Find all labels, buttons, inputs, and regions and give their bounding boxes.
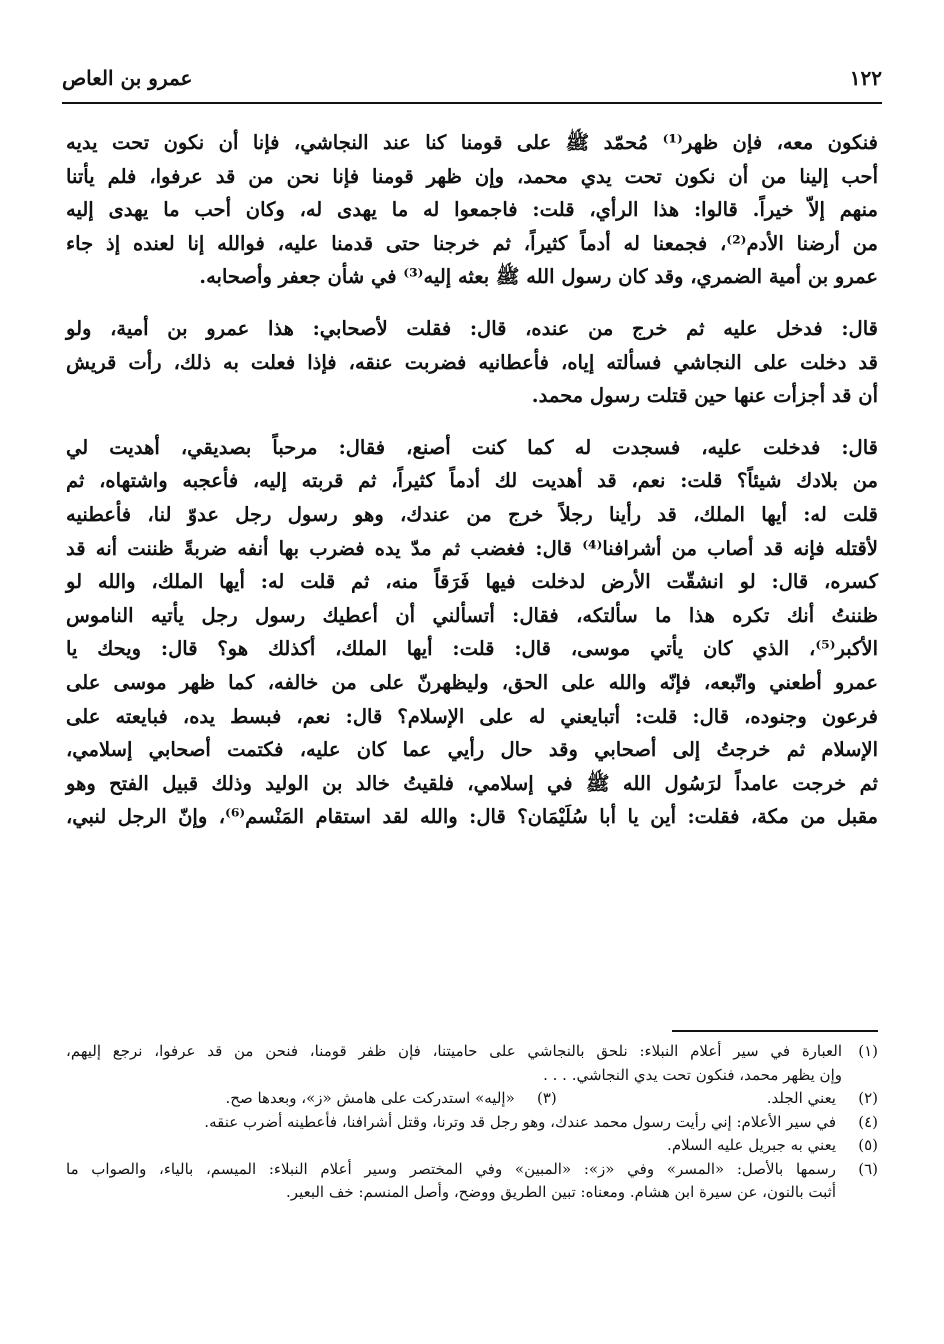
text-line: منهم إلاّ خيراً. قالوا: هذا الرأي، قلت: فاجمعوا له ما يهدى له، وكان أحب ما يهدى إليه xyxy=(66,198,878,222)
footnote-line: وإن يظهر محمد، فنكون تحت يدي النجاشي. . . . xyxy=(543,1065,842,1084)
text-line: فرعون وجنوده، قال: قلت: أتبايعني له على الإسلام؟ قال: نعم، فبسط يده، فبايعته على xyxy=(66,704,878,728)
footnote-line: رسمها بالأصل: «المسر» وفي «ز»: «المبين» وفي المختصر وسير أعلام النبلاء: الميسم، بالياء، والصواب ما xyxy=(66,1159,836,1178)
paragraph xyxy=(66,431,878,834)
header-rule xyxy=(62,102,882,104)
text-line: فنكون معه، فإن ظهر⁽¹⁾ مُحمّد ﷺ على قومنا كنا عند النجاشي، فإنا أن نكون تحت يديه xyxy=(66,131,879,154)
text-line: قال: فدخل عليه ثم خرج من عنده، قال: فقلت لأصحابي: هذا عمرو بن أمية، ولو xyxy=(66,316,878,340)
text-line: من أرضنا الأدم⁽²⁾، فجمعنا له أدماً كثيراً، ثم خرجنا حتى قدمنا عليه، فوالله إنا لعنده إذ جاء xyxy=(66,231,878,255)
footnote-5 xyxy=(66,1134,878,1158)
paragraph xyxy=(66,126,878,294)
text-line: من بلادك شيئاً؟ قلت: نعم، قد أهديت لك أدماً كثيراً، ثم قربته إليه، فأعجبه واشتهاه، ثم xyxy=(66,469,878,493)
footnote-text: في سير الأعلام: إني رأيت رسول محمد عندك، وهو رجل قد وترنا، وقتل أشرافنا، فأعطينه أضرب عنقه. xyxy=(204,1112,836,1131)
main-text xyxy=(66,126,878,852)
text-line: أحب إلينا من أن نكون تحت يدي محمد، وإن ظهر قومنا فإنا نحن من قد عرفوا، فلم يأتنا xyxy=(66,164,878,188)
text-line: قد دخلت على النجاشي فسألته إياه، فأعطانيه فضربت عنقه، فإذا فعلت به ذلك، رأت قريش xyxy=(66,350,878,374)
running-title: عمرو بن العاص xyxy=(62,66,193,90)
text-line: ظننتُ أنك تكره هذا ما سألتكه، فقال: أتسألني أن أعطيك رسول رجل يأتيه الناموس xyxy=(66,603,878,627)
text-line: كسره، قال: لو انشقّت الأرض لدخلت فيها فَرَقاً منه، ثم قلت له: أيها الملك، والله لو xyxy=(66,570,878,594)
text-line: عمرو بن أمية الضمري، وقد كان رسول الله ﷺ بعثه إليه⁽³⁾ في شأن جعفر وأصحابه. xyxy=(199,265,878,289)
footnotes xyxy=(66,1040,878,1205)
text-line: مقبل من مكة، فقلت: أين يا أبا سُلَيْمَان؟ قال: والله لقد استقام المَنْسم⁽⁶⁾، وإنّ الرجل لنبي، xyxy=(66,805,878,829)
page-header xyxy=(62,58,882,98)
footnote-number: (٢) xyxy=(858,1089,878,1107)
footnote-2 xyxy=(767,1087,878,1111)
paragraph xyxy=(66,312,878,413)
footnote-text: يعني به جبريل عليه السلام. xyxy=(667,1136,836,1154)
footnote-6 xyxy=(66,1158,878,1205)
footnote-line: أثبت بالنون، عن سيرة ابن هشام. ومعناه: تبين الطريق ووضح، وأصل المنسم: خف البعير. xyxy=(286,1183,836,1201)
footnote-number: (٦) xyxy=(858,1159,878,1178)
footnote-text: يعني الجلد. xyxy=(766,1089,836,1107)
text-line: أن قد أجزأت عنها حين قتلت رسول محمد. xyxy=(531,384,878,408)
footnote-1 xyxy=(66,1040,878,1087)
text-line: الإسلام ثم خرجتُ إلى أصحابي وقد حال رأيي عما كان عليه، فكتمت أصحابي إسلامي، xyxy=(66,738,878,762)
footnote-number: (٣) xyxy=(536,1089,557,1107)
page-number: ١٢٢ xyxy=(849,66,882,90)
text-line: ثم خرجت عامداً لرَسُول الله ﷺ في إسلامي، فلقيتُ خالد بن الوليد وذلك قبيل الفتح وهو xyxy=(66,771,878,795)
footnote-text xyxy=(66,1158,842,1205)
text-line: الأكبر⁽⁵⁾، الذي كان يأتي موسى، قال: قلت: أيها الملك، أكذلك هو؟ قال: ويحك يا xyxy=(66,637,878,661)
text-line: قال: فدخلت عليه، فسجدت له كما كنت أصنع، فقال: مرحباً بصديقي، أهديت لي xyxy=(66,435,878,459)
footnote-number: (٥) xyxy=(858,1136,878,1154)
footnote-line: العبارة في سير أعلام النبلاء: نلحق بالنجاشي على حاميتنا، فإن ظفر قومنا، فنحن من قد عرفوا، نرجع إليهم، xyxy=(66,1042,842,1060)
footnote-row xyxy=(66,1087,878,1111)
footnote-number: (٤) xyxy=(858,1112,878,1131)
footnote-4 xyxy=(66,1111,878,1135)
footnote-3 xyxy=(226,1087,557,1111)
text-line: لأقتله فإنه قد أصاب من أشرافنا⁽⁴⁾ قال: فغضب ثم مدّ يده فضرب بها أنفه ضربةً ظننت أنه قد xyxy=(66,536,878,560)
text-line: عمرو أطعني واتّبعه، فإنّه والله على الحق، وليظهرنّ على من خالفه، كما ظهر موسى على xyxy=(66,670,878,694)
footnote-separator xyxy=(672,1030,878,1032)
footnote-text: «إليه» استدركت على هامش «ز»، وبعدها صح. xyxy=(225,1089,515,1107)
footnote-number: (١) xyxy=(858,1042,878,1060)
text-line: قلت له: أيها الملك، قد رأينا رجلاً خرج من عندك، وهو رسول رجل عدوّ لنا، فأعطنيه xyxy=(66,502,878,526)
footnote-text xyxy=(66,1040,842,1087)
